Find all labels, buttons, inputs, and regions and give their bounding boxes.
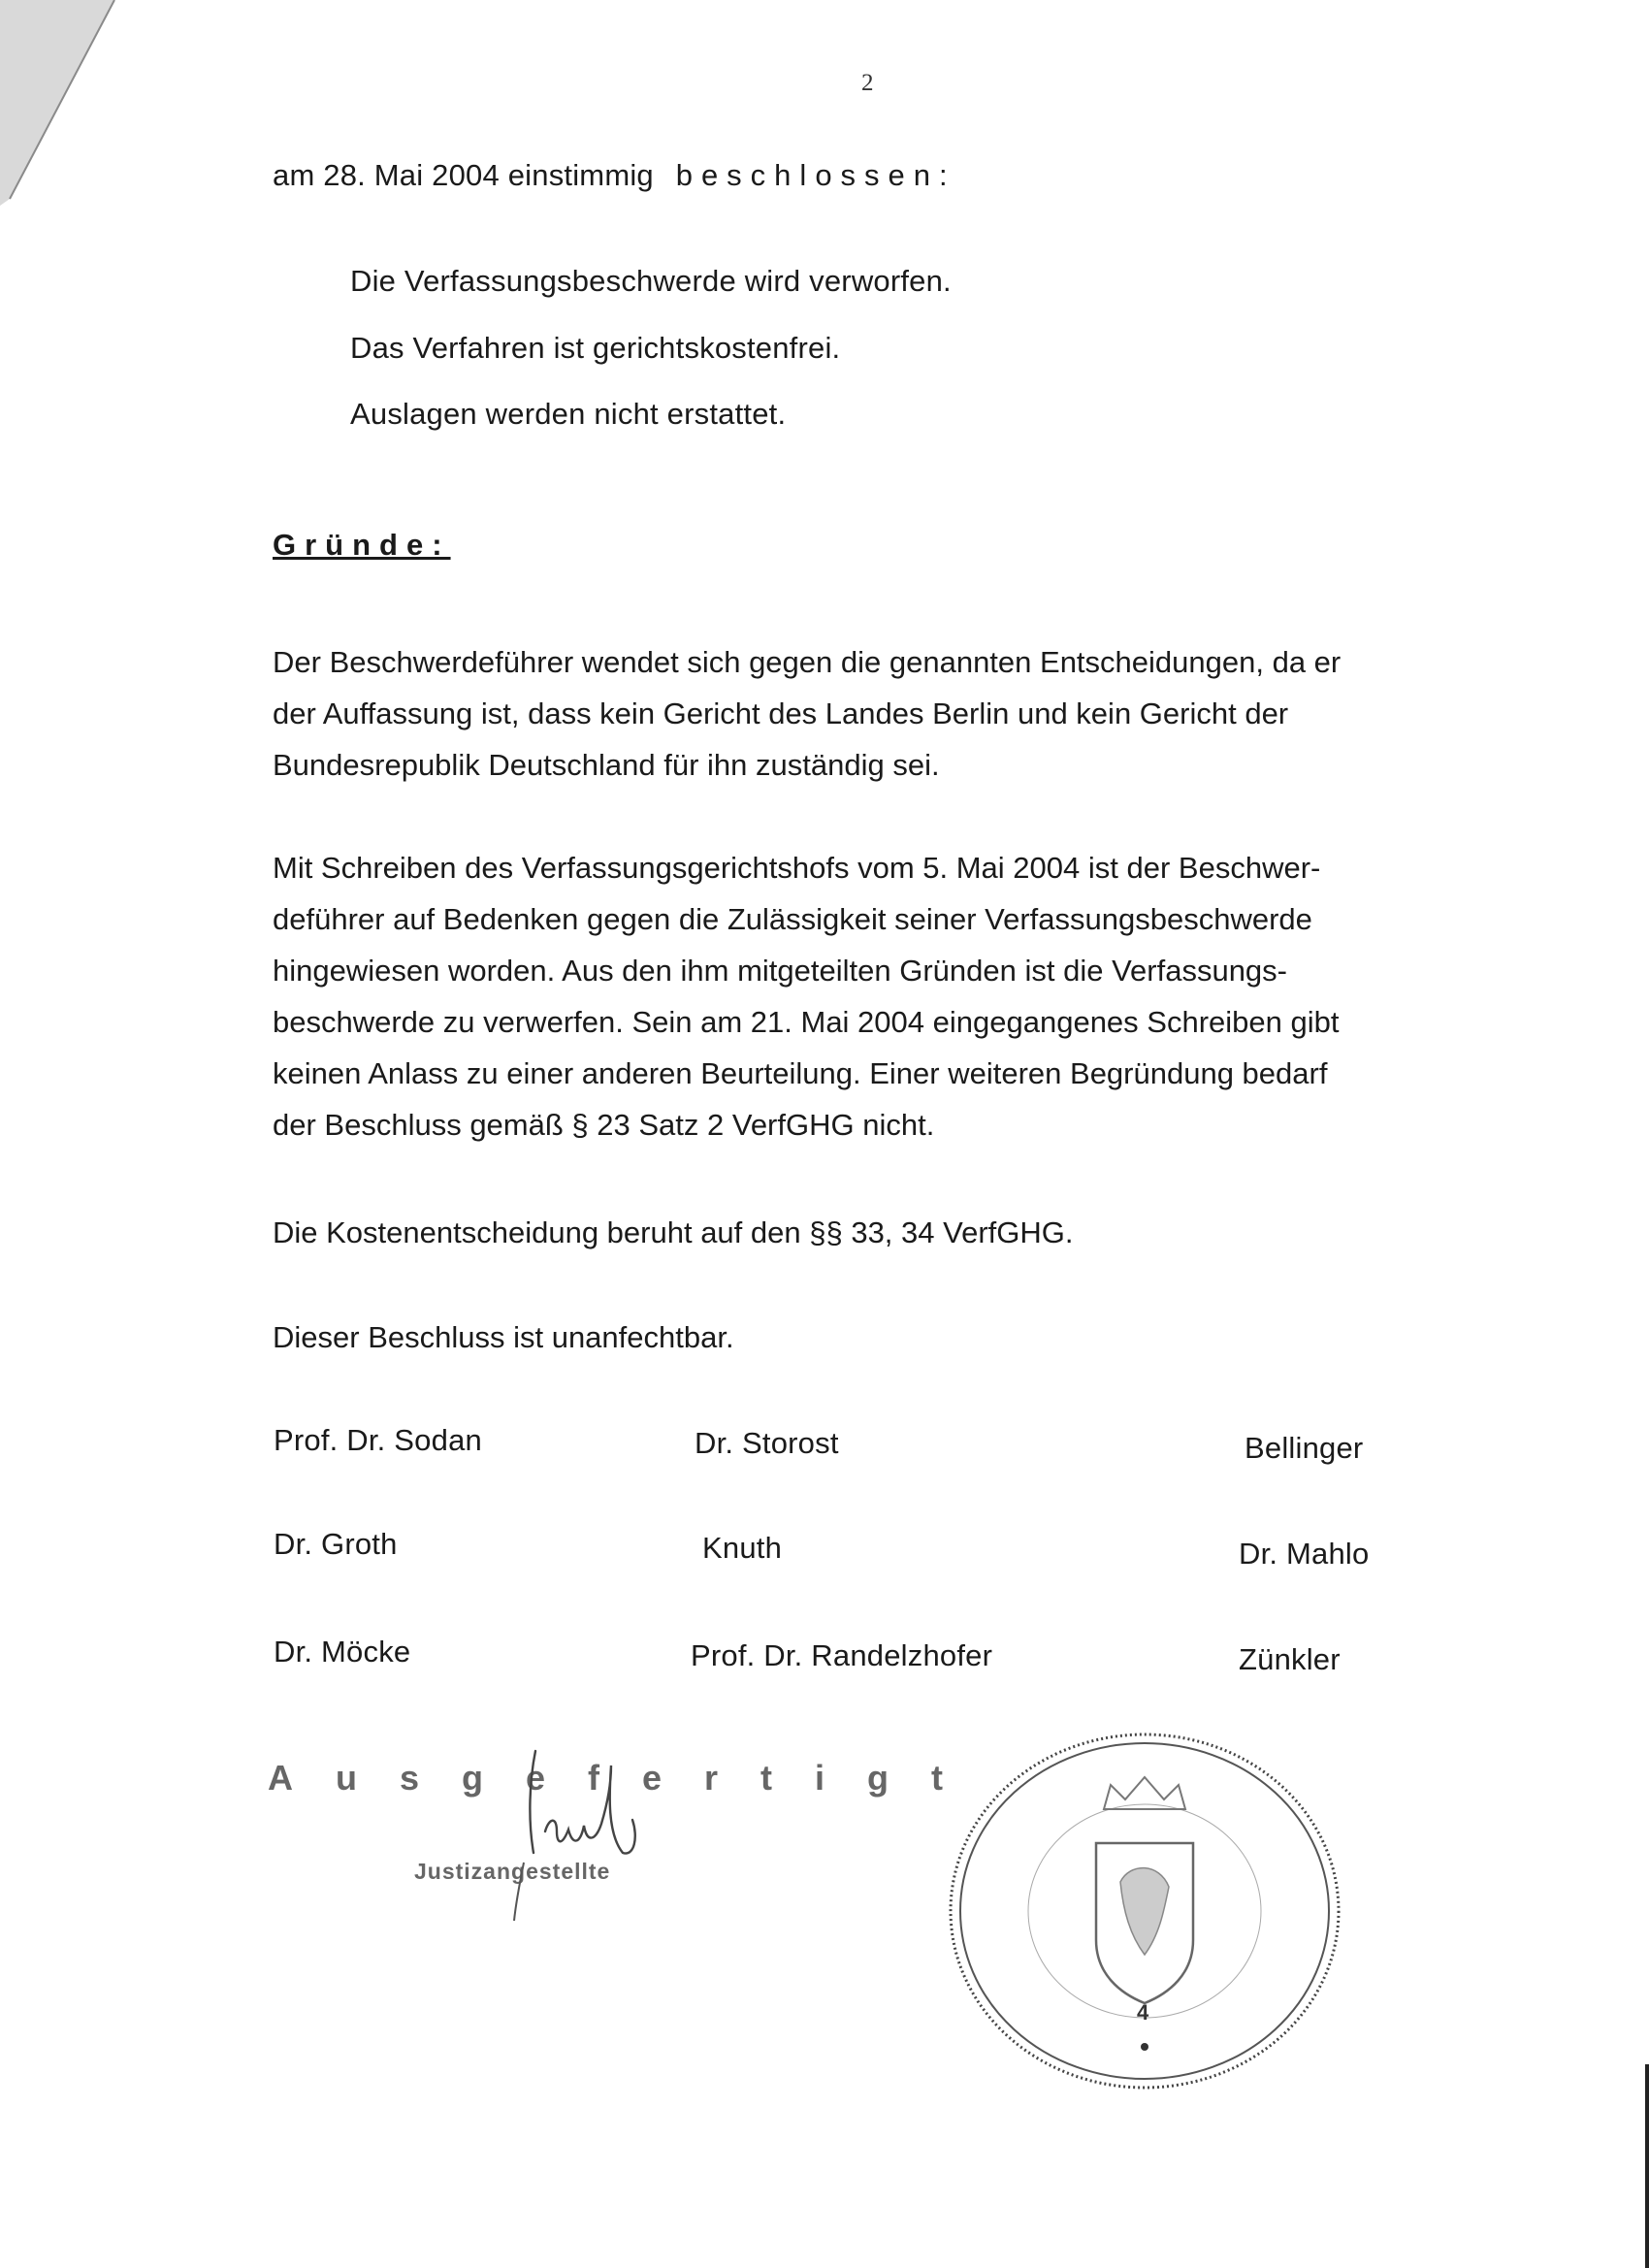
judge-name: Dr. Möcke xyxy=(274,1635,411,1669)
paragraph-2 xyxy=(273,842,1339,1150)
judge-name: Prof. Dr. Sodan xyxy=(274,1423,482,1457)
reasons-heading: Gründe: xyxy=(273,528,451,562)
paragraph-line: der Auffassung ist, dass kein Gericht des Landes Berlin und kein Gericht der xyxy=(273,697,1289,730)
judge-name: Prof. Dr. Randelzhofer xyxy=(691,1638,993,1672)
seal-number: 4 xyxy=(1137,2000,1149,2025)
ruling-3: Auslagen werden nicht erstattet. xyxy=(350,397,787,431)
paragraph-line: Dieser Beschluss ist unanfechtbar. xyxy=(273,1320,734,1354)
judge-name: Dr. Storost xyxy=(695,1426,839,1460)
paragraph-line: deführer auf Bedenken gegen die Zulässigkeit seiner Verfassungsbeschwerde xyxy=(273,902,1312,936)
paragraph-4 xyxy=(273,1312,734,1363)
judge-name: Dr. Mahlo xyxy=(1239,1537,1370,1571)
handwritten-signature xyxy=(485,1736,698,1930)
decision-intro xyxy=(273,158,956,193)
paragraph-line: keinen Anlass zu einer anderen Beurteilung. Einer weiteren Begründung bedarf xyxy=(273,1056,1328,1090)
paragraph-3 xyxy=(273,1207,1074,1258)
court-seal xyxy=(931,1717,1358,2105)
scan-edge xyxy=(1645,2064,1649,2268)
paragraph-line: Der Beschwerdeführer wendet sich gegen die genannten Entscheidungen, da er xyxy=(273,645,1342,679)
judge-name: Dr. Groth xyxy=(274,1527,398,1561)
paragraph-line: Die Kostenentscheidung beruht auf den §§ 33, 34 VerfGHG. xyxy=(273,1215,1074,1249)
judge-name: Zünkler xyxy=(1239,1642,1341,1676)
folded-corner xyxy=(0,0,126,233)
paragraph-line: Mit Schreiben des Verfassungsgerichtshofs vom 5. Mai 2004 ist der Beschwer- xyxy=(273,851,1321,885)
ruling-1: Die Verfassungsbeschwerde wird verworfen. xyxy=(350,264,952,298)
clerk-title: Justizangestellte xyxy=(414,1859,611,1884)
decision-date-line: am 28. Mai 2004 einstimmig xyxy=(273,158,654,192)
paragraph-line: beschwerde zu verwerfen. Sein am 21. Mai 2004 eingegangenes Schreiben gibt xyxy=(273,1005,1340,1039)
decision-verb: beschlossen: xyxy=(675,158,956,192)
judge-name: Knuth xyxy=(702,1531,783,1565)
paragraph-line: der Beschluss gemäß § 23 Satz 2 VerfGHG nicht. xyxy=(273,1108,935,1142)
paragraph-line: Bundesrepublik Deutschland für ihn zuständig sei. xyxy=(273,748,940,782)
page-number: 2 xyxy=(861,70,874,96)
certification-stamp: Ausgefertigt xyxy=(268,1758,986,1798)
paragraph-1 xyxy=(273,636,1341,791)
paragraph-line: hingewiesen worden. Aus den ihm mitgeteilten Gründen ist die Verfassungs- xyxy=(273,954,1287,988)
judge-name: Bellinger xyxy=(1245,1431,1364,1465)
ruling-2: Das Verfahren ist gerichtskostenfrei. xyxy=(350,331,841,365)
